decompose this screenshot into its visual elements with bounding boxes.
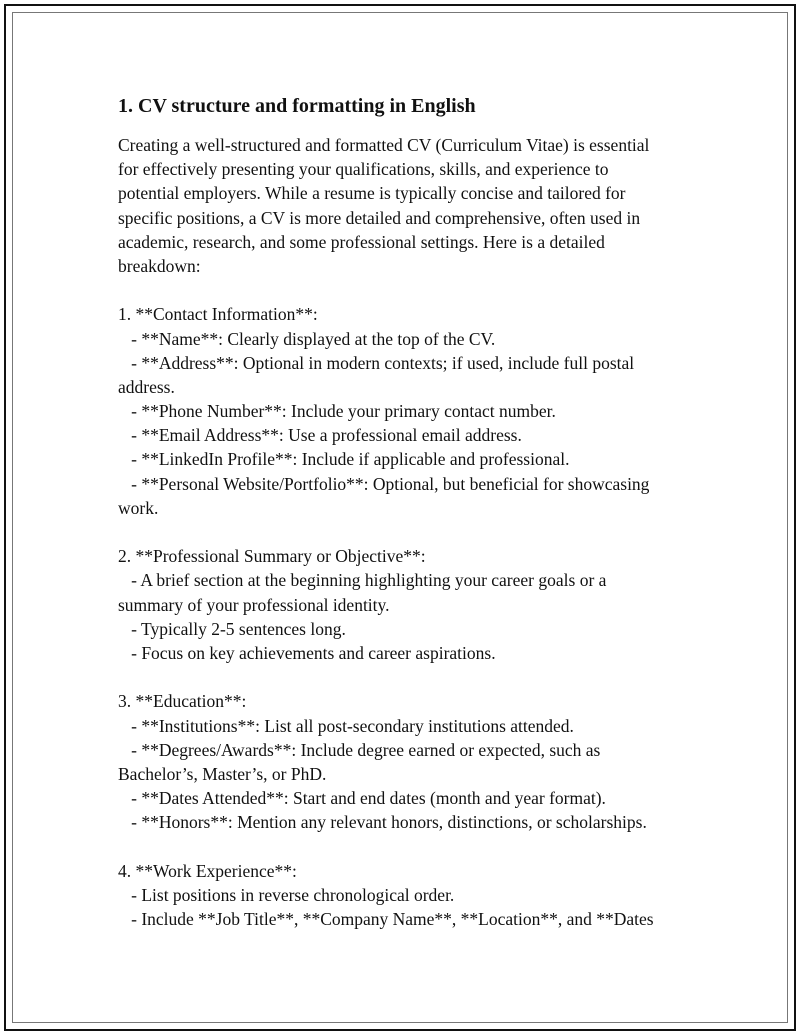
list-item-continuation: Bachelor’s, Master’s, or PhD.: [118, 763, 327, 784]
list-item: - List positions in reverse chronological order.: [118, 884, 455, 905]
list-item: - **Institutions**: List all post-secondary institutions attended.: [118, 715, 574, 736]
intro-paragraph: [118, 133, 688, 278]
education-section: [118, 689, 688, 834]
list-item: - Focus on key achievements and career aspirations.: [118, 642, 496, 663]
paragraph-spacer: [118, 278, 688, 302]
list-item: - **Name**: Clearly displayed at the top of the CV.: [118, 328, 496, 349]
list-heading: 4. **Work Experience**:: [118, 860, 297, 881]
list-item-continuation: work.: [118, 497, 159, 518]
contact-information-section: [118, 302, 688, 520]
list-item: - **Address**: Optional in modern contexts; if used, include full postal: [118, 352, 635, 373]
list-item: - Include **Job Title**, **Company Name**, **Location**, and **Dates: [118, 909, 654, 929]
text-line: academic, research, and some professional settings. Here is a detailed: [118, 231, 605, 252]
list-heading: 3. **Education**:: [118, 691, 247, 712]
text-line: specific positions, a CV is more detailed and comprehensive, often used in: [118, 207, 641, 228]
list-item: - **LinkedIn Profile**: Include if applicable and professional.: [118, 449, 570, 470]
paragraph-spacer: [118, 665, 688, 689]
text-line: potential employers. While a resume is typically concise and tailored for: [118, 183, 626, 204]
list-item-continuation: address.: [118, 376, 175, 397]
paragraph-spacer: [118, 520, 688, 544]
list-heading: 2. **Professional Summary or Objective**:: [118, 546, 426, 567]
list-item: - **Honors**: Mention any relevant honors, distinctions, or scholarships.: [118, 812, 647, 833]
list-item-continuation: summary of your professional identity.: [118, 594, 390, 615]
paragraph-spacer: [118, 834, 688, 858]
work-experience-section: [118, 859, 688, 932]
list-item: - A brief section at the beginning highlighting your career goals or a: [118, 570, 607, 591]
section-heading: 1. CV structure and formatting in English: [118, 95, 476, 117]
text-line: Creating a well-structured and formatted CV (Curriculum Vitae) is essential: [118, 135, 650, 155]
list-item: - **Personal Website/Portfolio**: Optional, but beneficial for showcasing: [118, 473, 650, 494]
list-heading: 1. **Contact Information**:: [118, 304, 318, 325]
list-item: - **Email Address**: Use a professional email address.: [118, 425, 522, 446]
list-item: - Typically 2-5 sentences long.: [118, 618, 346, 639]
list-item: - **Degrees/Awards**: Include degree earned or expected, such as: [118, 739, 601, 760]
professional-summary-section: [118, 544, 688, 665]
document-body: [118, 92, 688, 931]
text-line: for effectively presenting your qualifications, skills, and experience to: [118, 159, 609, 180]
list-item: - **Phone Number**: Include your primary contact number.: [118, 401, 556, 422]
list-item: - **Dates Attended**: Start and end dates (month and year format).: [118, 788, 606, 809]
text-line: breakdown:: [118, 255, 201, 276]
